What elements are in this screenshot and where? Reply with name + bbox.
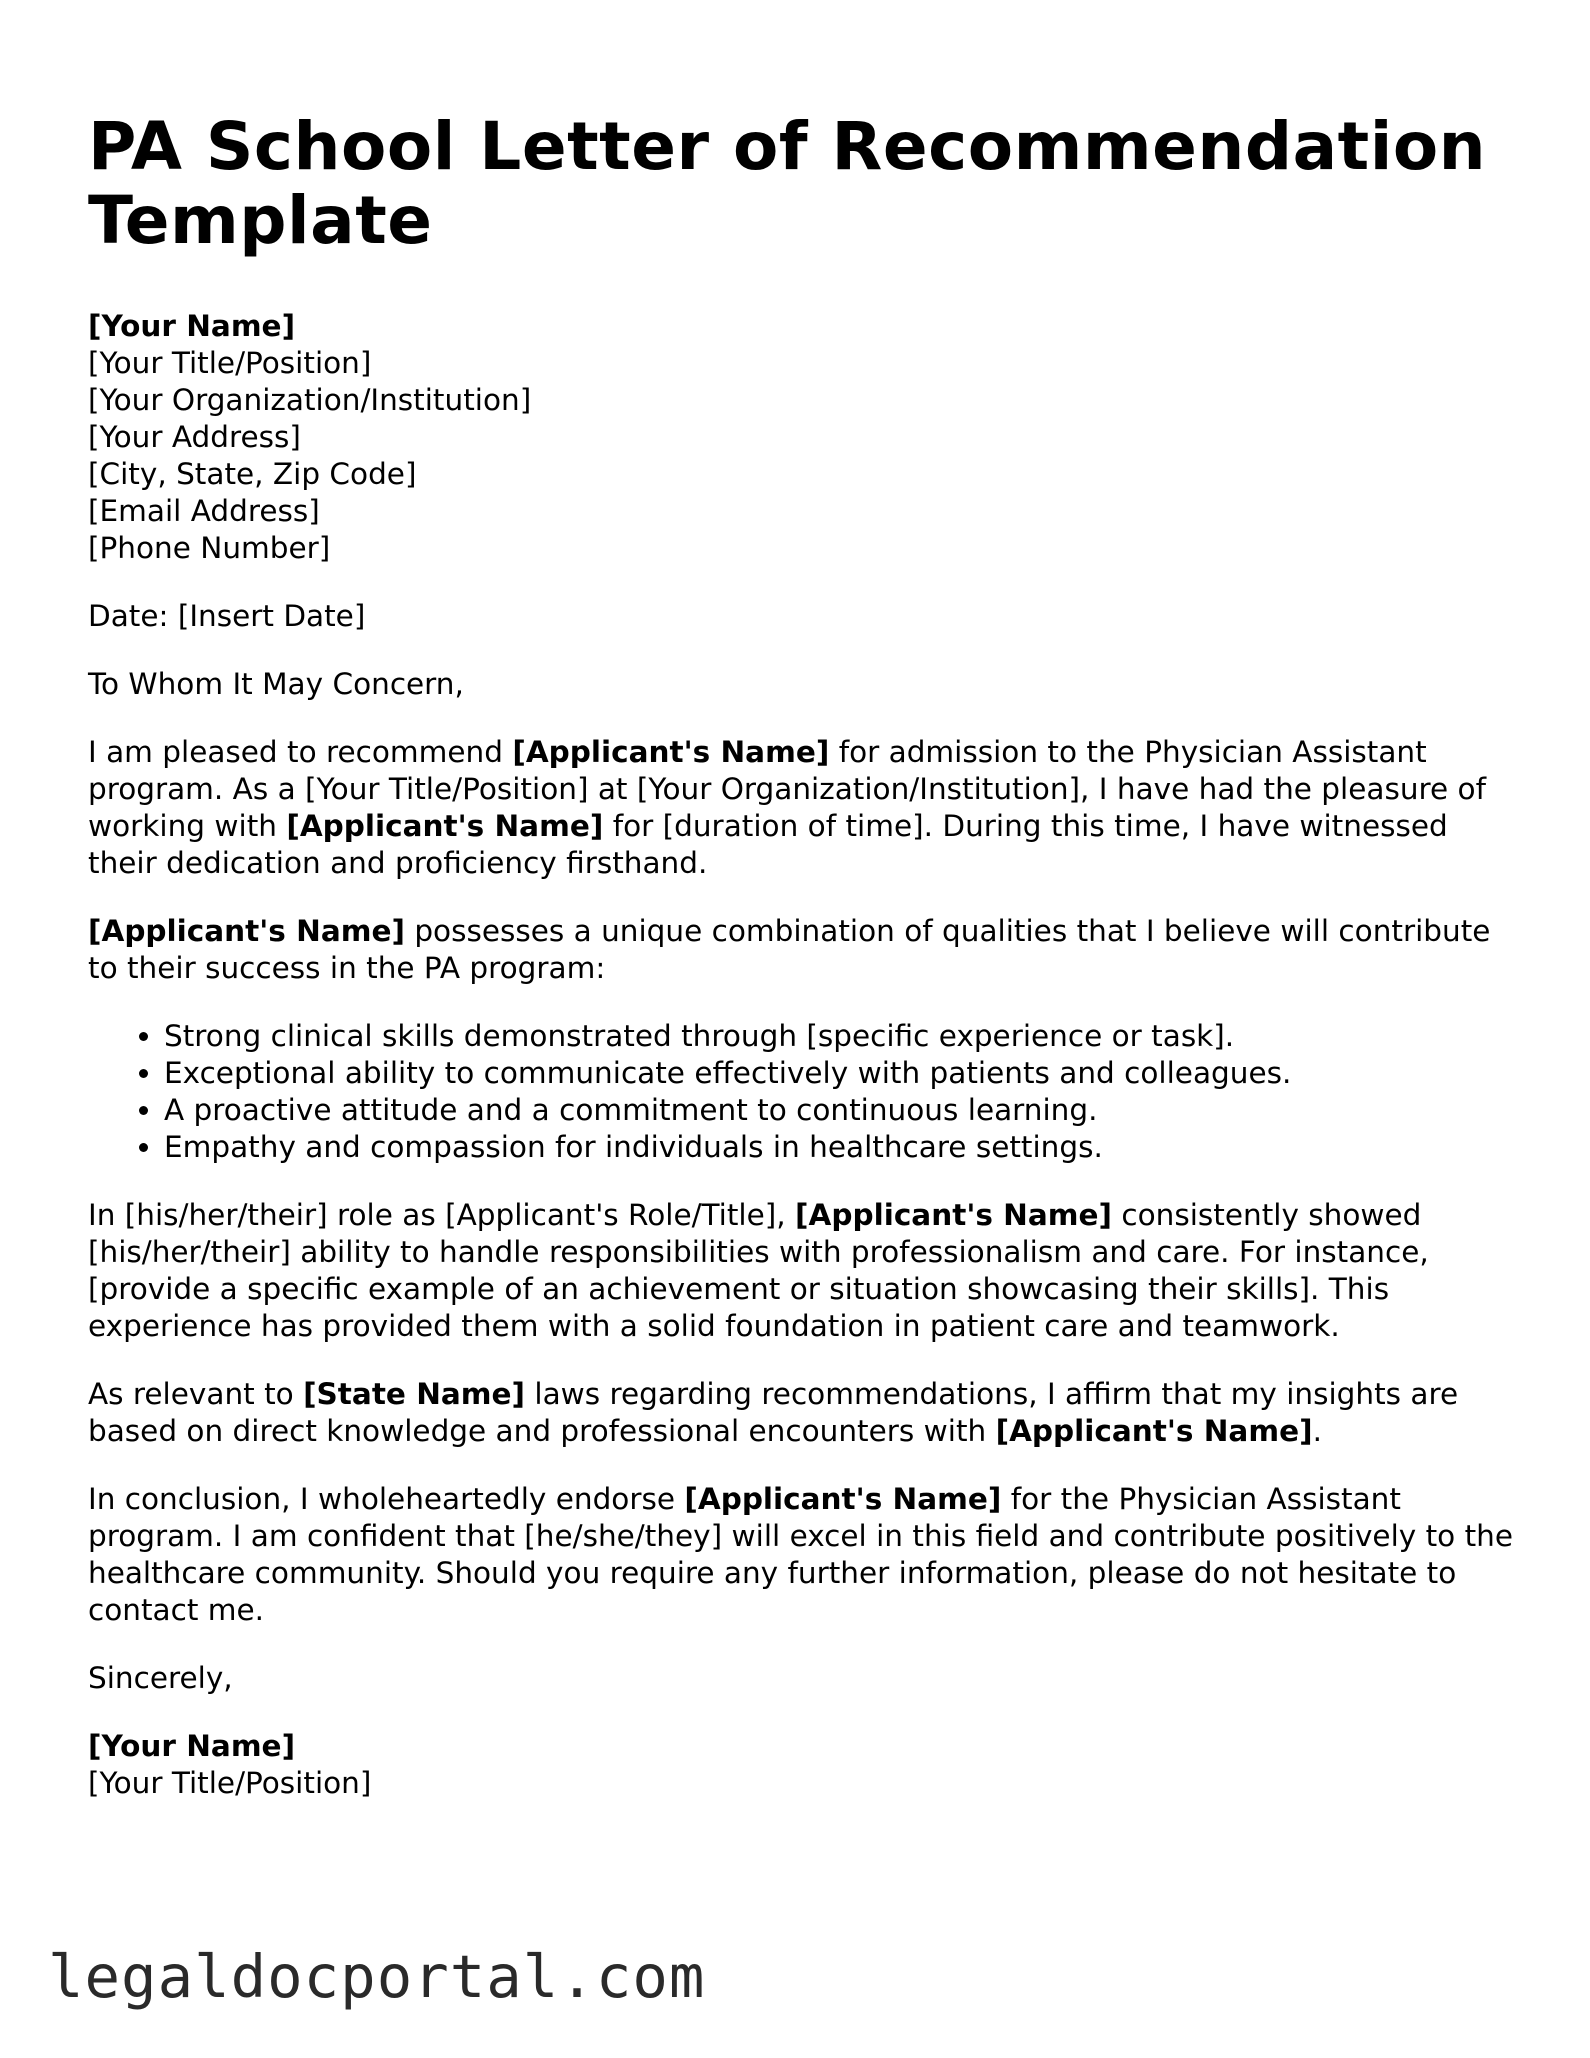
salutation: To Whom It May Concern, [88,667,464,701]
paragraph-role [88,1197,1518,1345]
applicant-name-placeholder: [Applicant's Name] [286,809,604,843]
site-watermark: legaldocportal.com [48,1942,706,2011]
applicant-name-placeholder: [Applicant's Name] [795,1198,1112,1232]
sender-address: [Your Address] [88,420,301,454]
paragraph-text: As relevant to [88,1377,304,1411]
paragraph-text: for the Physician Assistant program. I am confident that [he/she/they] will excel in this field and contribute positively to the healthcare community. Should you require any further information, please do not hesitate to contact me. [88,1482,1514,1627]
sender-address-block [88,308,1518,567]
paragraph-text: laws regarding recommendations, I affirm that my insights are based on direct knowledge and professional encounters with [88,1377,1459,1448]
paragraph-text: I am pleased to recommend [88,735,513,769]
paragraph-text: for admission to the Physician Assistant program. As a [Your Title/Position] at [Your Organization/Institution], I have had the pleasure of working with [88,735,1486,843]
date-line: Date: [Insert Date] [88,599,366,633]
sender-title: [Your Title/Position] [88,346,372,380]
list-item: • A proactive attitude and a commitment to continuous learning. [164,1092,1518,1129]
signature-name: [Your Name] [88,1729,296,1763]
applicant-name-placeholder: [Applicant's Name] [88,914,405,948]
signature-block [88,1728,1518,1802]
closing: Sincerely, [88,1661,233,1695]
applicant-name-placeholder: [Applicant's Name] [995,1414,1313,1448]
paragraph-text: In [his/her/their] role as [Applicant's Role/Title], [88,1198,796,1232]
applicant-name-placeholder: [Applicant's Name] [684,1482,1002,1516]
paragraph-state-laws [88,1376,1518,1450]
list-item: • Strong clinical skills demonstrated through [specific experience or task]. [164,1018,1518,1055]
paragraph-text: . [1312,1414,1322,1448]
paragraph-text: consistently showed [his/her/their] ability to handle responsibilities with professionalism and care. For instance, [provide a specific example of an achievement or situation showcasing their skills]. This experience has provided them with a solid foundation in patient care and teamwork. [88,1198,1429,1343]
applicant-name-placeholder: [Applicant's Name] [512,735,830,769]
paragraph-text: possesses a unique combination of qualities that I believe will contribute to their success in the PA program: [88,914,1491,985]
paragraph-conclusion [88,1481,1518,1629]
sender-email: [Email Address] [88,494,320,528]
letter-document [88,110,1518,1833]
qualities-list [88,1018,1518,1166]
sender-city-state-zip: [City, State, Zip Code] [88,457,417,491]
sender-organization: [Your Organization/Institution] [88,383,532,417]
paragraph-intro [88,734,1518,882]
list-item: • Exceptional ability to communicate effectively with patients and colleagues. [164,1055,1518,1092]
page-title: PA School Letter of Recommendation Template [88,108,1487,259]
signature-title: [Your Title/Position] [88,1766,372,1800]
list-item: • Empathy and compassion for individuals in healthcare settings. [164,1129,1518,1166]
paragraph-text: for [duration of time]. During this time, I have witnessed their dedication and proficiency firsthand. [88,809,1448,880]
state-name-placeholder: [State Name] [303,1377,526,1411]
paragraph-text: In conclusion, I wholeheartedly endorse [88,1482,685,1516]
sender-phone: [Phone Number] [88,531,331,565]
sender-name: [Your Name] [88,309,296,343]
paragraph-qualities-intro [88,913,1518,987]
